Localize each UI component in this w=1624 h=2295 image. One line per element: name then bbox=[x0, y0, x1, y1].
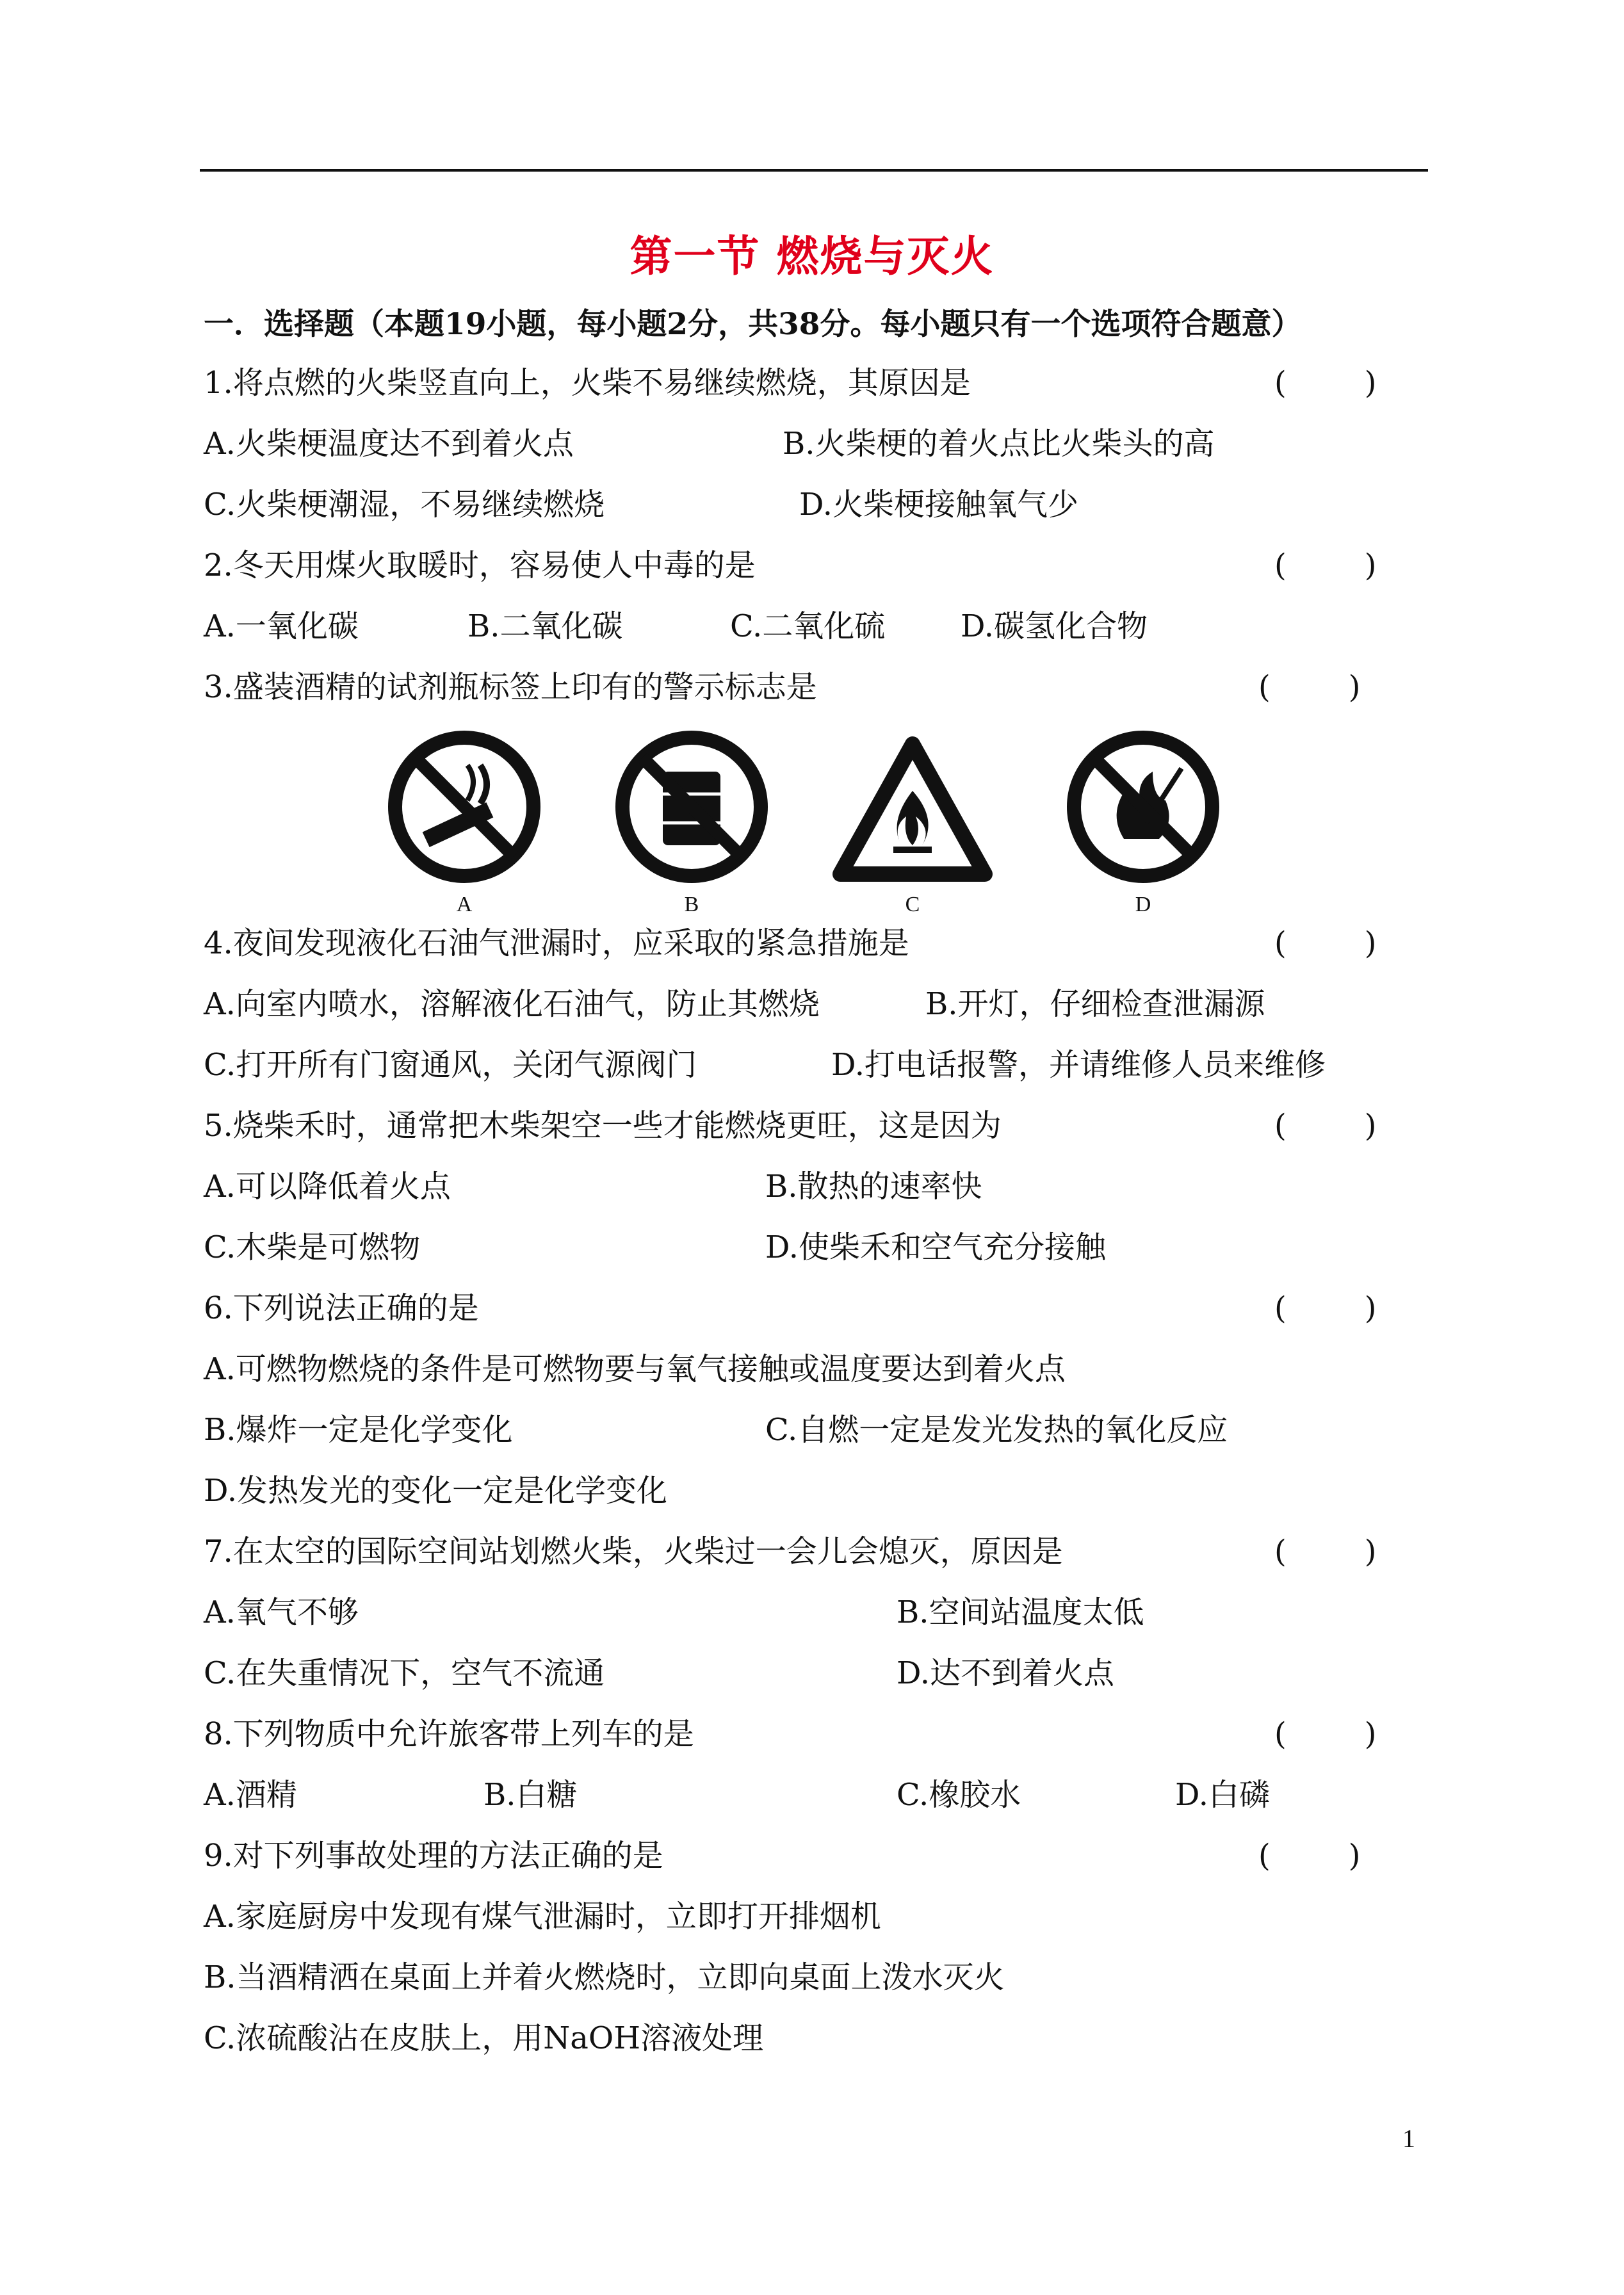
question-9-stem: 9.对下列事故处理的方法正确的是 bbox=[204, 1838, 663, 1874]
answer-blank: ( ) bbox=[1274, 1290, 1377, 1326]
question-2-option-c: C.二氧化硫 bbox=[730, 608, 886, 644]
question-4-option-c: C.打开所有门窗通风，关闭气源阀门 bbox=[204, 1047, 697, 1083]
no-fire-icon bbox=[1063, 727, 1223, 887]
question-7-option-d: D.达不到着火点 bbox=[897, 1655, 1115, 1691]
question-5-stem: 5.烧柴禾时，通常把木柴架空一些才能燃烧更旺，这是因为 bbox=[204, 1108, 1002, 1144]
question-4-option-d: D.打电话报警，并请维修人员来维修 bbox=[831, 1047, 1326, 1083]
question-8-option-c: C.橡胶水 bbox=[897, 1777, 1021, 1813]
question-2-option-a: A.一氧化碳 bbox=[204, 608, 359, 644]
question-1-option-d: D.火柴梗接触氧气少 bbox=[799, 487, 1079, 523]
question-5-option-c: C.木柴是可燃物 bbox=[204, 1229, 421, 1265]
question-8-option-a: A.酒精 bbox=[204, 1777, 297, 1813]
question-9-option-b: B.当酒精洒在桌面上并着火燃烧时，立即向桌面上泼水灭火 bbox=[204, 1959, 1005, 1995]
question-5-option-a: A.可以降低着火点 bbox=[204, 1169, 451, 1204]
question-8-option-d: D.白磷 bbox=[1175, 1777, 1271, 1813]
question-8-option-b: B.白糖 bbox=[483, 1777, 578, 1813]
question-4-option-a: A.向室内喷水，溶解液化石油气，防止其燃烧 bbox=[204, 986, 820, 1022]
question-7-option-b: B.空间站温度太低 bbox=[897, 1594, 1144, 1630]
question-7-option-a: A.氧气不够 bbox=[204, 1594, 359, 1630]
question-4-stem: 4.夜间发现液化石油气泄漏时，应采取的紧急措施是 bbox=[204, 925, 909, 961]
question-6-option-d: D.发热发光的变化一定是化学变化 bbox=[204, 1473, 668, 1509]
top-rule bbox=[200, 169, 1428, 172]
sign-label-c: C bbox=[905, 893, 920, 916]
answer-blank: ( ) bbox=[1274, 1716, 1377, 1752]
question-1-option-b: B.火柴梗的着火点比火柴头的高 bbox=[783, 426, 1215, 462]
question-2-option-b: B.二氧化碳 bbox=[467, 608, 623, 644]
sign-label-d: D bbox=[1135, 893, 1151, 916]
answer-blank: ( ) bbox=[1258, 1838, 1361, 1874]
question-6-option-b: B.爆炸一定是化学变化 bbox=[204, 1412, 513, 1448]
question-8-stem: 8.下列物质中允许旅客带上列车的是 bbox=[204, 1716, 694, 1752]
no-smoking-icon bbox=[384, 727, 544, 887]
section-header: 一．选择题（本题19小题，每小题2分，共38分。每小题只有一个选项符合题意） bbox=[204, 307, 1302, 342]
answer-blank: ( ) bbox=[1274, 365, 1377, 401]
question-1-option-c: C.火柴梗潮湿，不易继续燃烧 bbox=[204, 487, 605, 523]
answer-blank: ( ) bbox=[1274, 1534, 1377, 1569]
question-6-stem: 6.下列说法正确的是 bbox=[204, 1290, 479, 1326]
question-1-option-a: A.火柴梗温度达不到着火点 bbox=[204, 426, 574, 462]
question-2-option-d: D.碳氢化合物 bbox=[961, 608, 1148, 644]
question-6-option-c: C.自燃一定是发光发热的氧化反应 bbox=[765, 1412, 1228, 1448]
answer-blank: ( ) bbox=[1258, 669, 1361, 705]
answer-blank: ( ) bbox=[1274, 547, 1377, 583]
question-6-option-a: A.可燃物燃烧的条件是可燃物要与氧气接触或温度要达到着火点 bbox=[204, 1351, 1066, 1387]
sign-label-a: A bbox=[456, 893, 473, 916]
question-9-option-a: A.家庭厨房中发现有煤气泄漏时，立即打开排烟机 bbox=[204, 1899, 881, 1934]
answer-blank: ( ) bbox=[1274, 925, 1377, 961]
flammable-warning-icon bbox=[832, 736, 993, 884]
question-7-stem: 7.在太空的国际空间站划燃火柴，火柴过一会儿会熄灭，原因是 bbox=[204, 1534, 1063, 1569]
question-4-option-b: B.开灯，仔细检查泄漏源 bbox=[925, 986, 1265, 1022]
question-3-stem: 3.盛装酒精的试剂瓶标签上印有的警示标志是 bbox=[204, 669, 817, 705]
question-5-option-b: B.散热的速率快 bbox=[765, 1169, 982, 1204]
question-1-stem: 1.将点燃的火柴竖直向上，火柴不易继续燃烧，其原因是 bbox=[204, 365, 971, 401]
question-2-stem: 2.冬天用煤火取暖时，容易使人中毒的是 bbox=[204, 547, 756, 583]
question-9-option-c: C.浓硫酸沾在皮肤上，用NaOH溶液处理 bbox=[204, 2020, 764, 2056]
no-oil-drum-icon bbox=[612, 727, 772, 887]
page-number: 1 bbox=[1402, 2124, 1415, 2153]
page-title: 第一节 燃烧与灭火 bbox=[629, 231, 995, 281]
sign-label-b: B bbox=[684, 893, 699, 916]
answer-blank: ( ) bbox=[1274, 1108, 1377, 1144]
question-7-option-c: C.在失重情况下，空气不流通 bbox=[204, 1655, 605, 1691]
warning-signs-row bbox=[384, 727, 1281, 919]
question-5-option-d: D.使柴禾和空气充分接触 bbox=[765, 1229, 1107, 1265]
